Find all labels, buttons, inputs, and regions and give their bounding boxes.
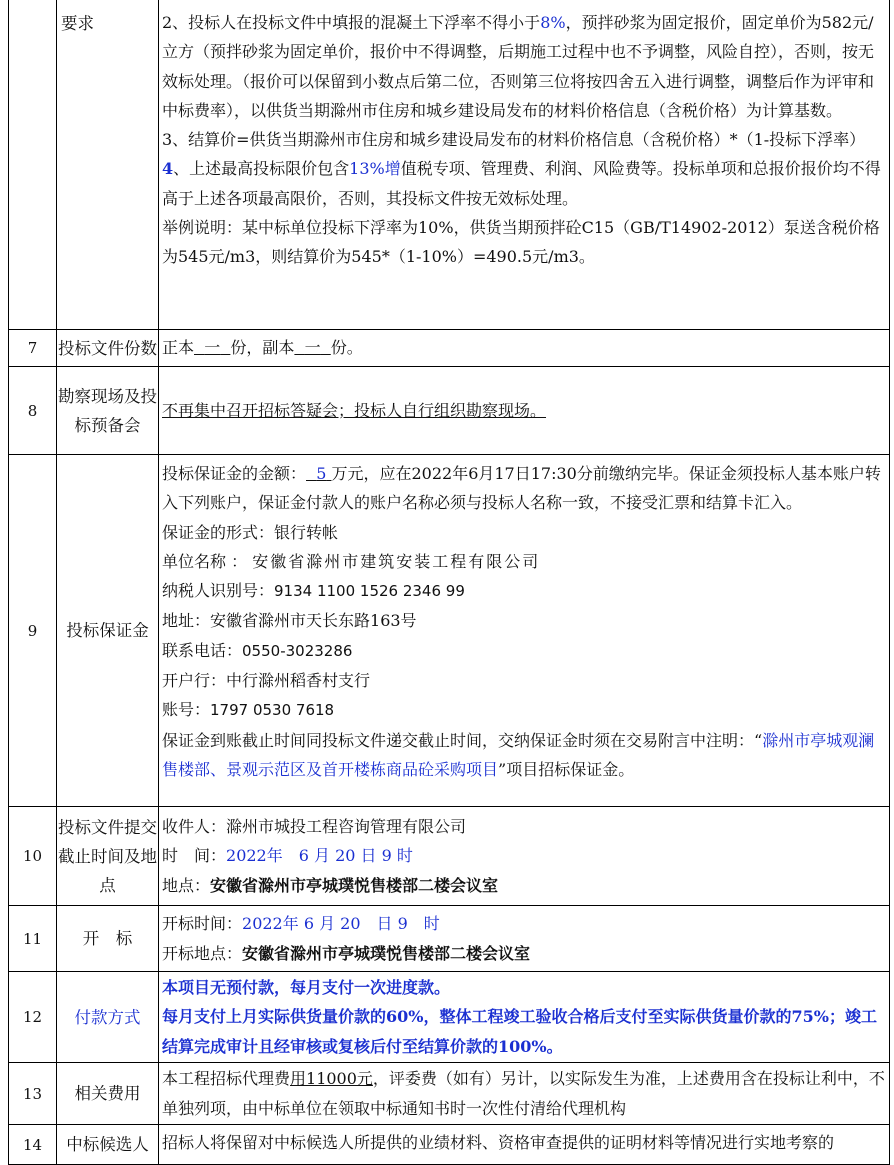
table-row [9,455,890,807]
deadline: 时 间：2022年 6 月 20 日 9 时 [162,846,413,866]
row-number: 12 [9,972,57,1063]
opening-time: 开标时间：2022年 6 月 20 日 9 时 [162,914,440,934]
item-label: 要求 [57,0,159,330]
payment-line-1: 本项目无预付款，每月支付一次进度款。 [162,978,451,998]
tender-info-table [8,0,890,1165]
item-label: 投标文件份数 [57,330,159,367]
row-number: 10 [9,807,57,906]
row-number: 8 [9,367,57,455]
candidate-content: 招标人将保留对中标候选人所提供的业绩材料、资格审查提供的证明材料等情况进行实地考察的 [159,1125,890,1165]
row-number: 14 [9,1125,57,1165]
phone: 联系电话：0550-3023286 [162,640,353,660]
table-row [9,330,890,367]
example-note: 举例说明：某中标单位投标下浮率为10%，供货当期预拌砼C15（GB/T14902-2012）泵送含税价格为545元/m3，则结算价为545*（1-10%）=490.5元/m3。 [162,218,880,267]
submission-content [159,807,890,906]
table-row [9,367,890,455]
company-name: 单位名称 ： 安徽省滁州市建筑安装工程有限公司 [162,551,541,571]
payment-line-2: 每月支付上月实际供货量价款的60%，整体工程竣工验收合格后支付至实际供货量价款的75%；竣工结算完成审计且经审核或复核后付至结算价款的100%。 [162,1007,877,1056]
deposit-amount: 投标保证金的金额： 5 万元，应在2022年6月17日17:30分前缴纳完毕。保证金须投标人基本账户转入下列账户，保证金付款人的账户名称必须与投标人名称一致，不接受汇票和结算卡汇入。 [162,464,881,513]
agency-fee: 用11000元 [290,1069,373,1089]
row-number [9,0,57,330]
item-label: 付款方式 [57,972,159,1063]
account-number: 账号：1797 0530 7618 [162,700,335,720]
deposit-content [159,455,890,807]
table-row [9,906,890,972]
address: 地址：安徽省滁州市天长东路163号 [162,611,417,631]
bank: 开户行：中行滁州稻香村支行 [162,671,371,691]
table-row [9,807,890,906]
clause-4: 4、上述最高投标限价包含13%增值税专项、管理费、利润、风险费等。投标单项和总报价报价均不得高于上述各项最高限价，否则，其投标文件按无效标处理。 [162,159,881,208]
copy-count: 一 [304,338,321,358]
item-label: 勘察现场及投标预备会 [57,367,159,455]
item-label: 开 标 [57,906,159,972]
row-number: 11 [9,906,57,972]
fees-content: 本工程招标代理费用11000元，评委费（如有）另计，以实际发生为准，上述费用含在投标让利中，不单独列项，由中标单位在领取中标通知书时一次性付清给代理机构 [159,1063,890,1125]
clause-2: 2、投标人在投标文件中填报的混凝土下浮率不得小于8%，预拌砂浆为固定报价，固定单价为582元/立方（预拌砂浆为固定单价，报价中不得调整，后期施工过程中也不予调整，风险自控），否则，按无效标处理。（报价可以保留到小数点后第二位，否则第三位将按四舍五入进行调整，调整后作为评审和中标费率），以供货当期滁州市住房和城乡建设局发布的材料价格信息（含税价格）为计算基数。 [162,13,875,120]
item-label: 相关费用 [57,1063,159,1125]
item-label: 投标文件提交截止时间及地点 [57,807,159,906]
requirements-content [159,0,890,330]
table-row [9,972,890,1063]
payment-content [159,972,890,1063]
clause-3: 3、结算价=供货当期滁州市住房和城乡建设局发布的材料价格信息（含税价格）*（1-投标下浮率） [162,130,866,150]
site-visit-content: 不再集中召开招标答疑会；投标人自行组织勘察现场。 [159,367,890,455]
row-number: 13 [9,1063,57,1125]
opening-location: 开标地点：安徽省滁州市亭城璞悦售楼部二楼会议室 [162,943,531,963]
opening-content [159,906,890,972]
row-number: 9 [9,455,57,807]
tax-id: 纳税人识别号：9134 1100 1526 2346 99 [162,581,465,601]
recipient: 收件人：滁州市城投工程咨询管理有限公司 [162,817,467,837]
row-number: 7 [9,330,57,367]
copies-content: 正本 一 份，副本 一 份。 [159,330,890,367]
table-row [9,0,890,330]
location: 地点：安徽省滁州市亭城璞悦售楼部二楼会议室 [162,875,499,895]
table-row [9,1063,890,1125]
item-label: 中标候选人 [57,1125,159,1165]
item-label: 投标保证金 [57,455,159,807]
original-count: 一 [204,338,221,358]
deposit-note: 保证金到账截止时间同投标文件递交截止时间，交纳保证金时须在交易附言中注明：“滁州市亭城观澜售楼部、景观示范区及首开楼栋商品砼采购项目”项目招标保证金。 [162,730,875,779]
deposit-form: 保证金的形式：银行转帐 [162,522,339,542]
